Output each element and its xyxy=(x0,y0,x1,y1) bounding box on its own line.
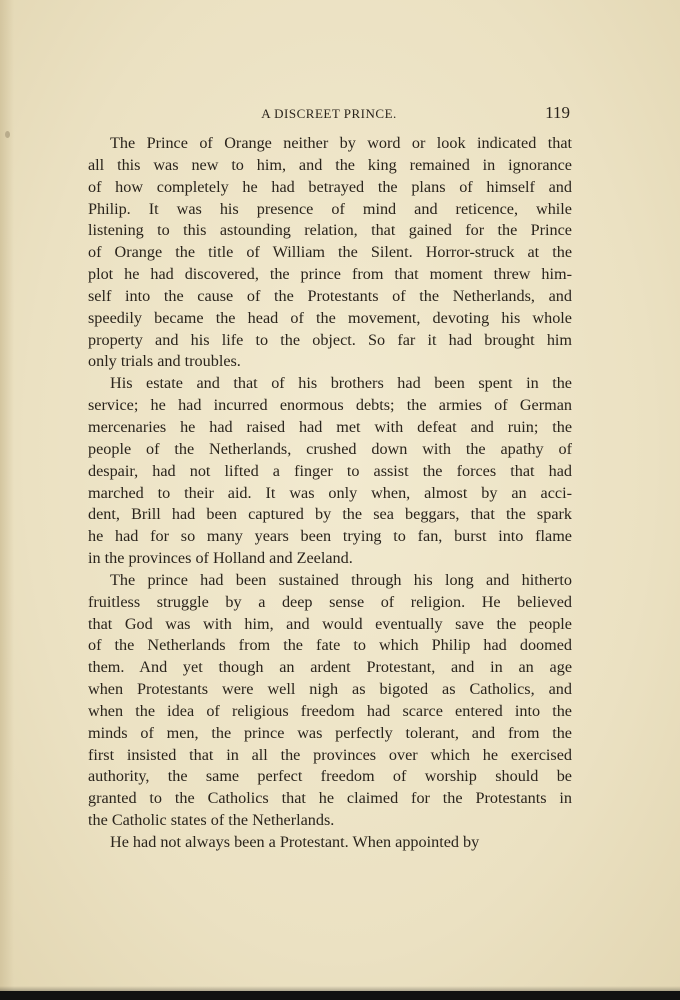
text-line: in the provinces of Holland and Zeeland. xyxy=(88,549,353,568)
paragraph xyxy=(88,570,572,832)
paragraph xyxy=(88,373,572,570)
text-line: fruitless struggle by a deep sense of religion. He believed xyxy=(88,592,572,611)
text-line: of the Netherlands from the fate to which Philip had doomed xyxy=(88,636,572,655)
text-line: plot he had discovered, the prince from that moment threw him- xyxy=(88,265,572,284)
text-line: first insisted that in all the provinces over which he exercised xyxy=(88,745,572,764)
body-text xyxy=(88,133,572,854)
text-line: when the idea of religious freedom had scarce entered into the xyxy=(88,701,572,720)
text-line: the Catholic states of the Netherlands. xyxy=(88,811,335,830)
running-title: A DISCREET PRINCE. xyxy=(261,106,397,121)
text-line: Philip. It was his presence of mind and reticence, while xyxy=(88,199,572,218)
text-line: service; he had incurred enormous debts; the armies of German xyxy=(88,396,572,415)
text-line: property and his life to the object. So far it had brought him xyxy=(88,330,572,349)
page-number: 119 xyxy=(545,103,570,122)
paragraph xyxy=(88,832,572,854)
margin-blemish xyxy=(5,131,10,138)
text-line: he had for so many years been trying to fan, burst into flame xyxy=(88,527,572,546)
text-line: people of the Netherlands, crushed down with the apathy of xyxy=(88,439,572,458)
text-line: all this was new to him, and the king remained in ignorance xyxy=(88,155,572,174)
text-line: dent, Brill had been captured by the sea beggars, that the spark xyxy=(88,505,572,524)
text-line: only trials and troubles. xyxy=(88,352,241,371)
text-line: minds of men, the prince was perfectly tolerant, and from the xyxy=(88,723,572,742)
text-line: them. And yet though an ardent Protestant, and in an age xyxy=(88,658,572,677)
text-line: of Orange the title of William the Silent. Horror-struck at the xyxy=(88,243,572,262)
text-line: authority, the same perfect freedom of worship should be xyxy=(88,767,572,786)
text-line: speedily became the head of the movement, devoting his whole xyxy=(88,308,572,327)
gutter-shadow xyxy=(0,0,14,1000)
text-line: The prince had been sustained through his long and hitherto xyxy=(110,570,572,589)
text-line: mercenaries he had raised had met with defeat and ruin; the xyxy=(88,417,572,436)
page-bottom-edge xyxy=(0,991,680,1000)
text-line: His estate and that of his brothers had been spent in the xyxy=(110,374,572,393)
text-line: He had not always been a Protestant. When appointed by xyxy=(110,833,480,851)
text-line: listening to this astounding relation, that gained for the Prince xyxy=(88,221,572,240)
running-head xyxy=(88,103,570,125)
text-line: self into the cause of the Protestants of the Netherlands, and xyxy=(88,286,572,305)
text-line: that God was with him, and would eventually save the people xyxy=(88,614,572,633)
paragraph xyxy=(88,133,572,373)
text-line: of how completely he had betrayed the plans of himself and xyxy=(88,177,572,196)
text-line: The Prince of Orange neither by word or look indicated that xyxy=(110,134,572,152)
text-line: marched to their aid. It was only when, almost by an acci- xyxy=(88,483,572,502)
text-line: when Protestants were well nigh as bigoted as Catholics, and xyxy=(88,680,572,699)
text-line: despair, had not lifted a finger to assist the forces that had xyxy=(88,461,572,480)
text-line: granted to the Catholics that he claimed for the Protestants in xyxy=(88,789,572,808)
